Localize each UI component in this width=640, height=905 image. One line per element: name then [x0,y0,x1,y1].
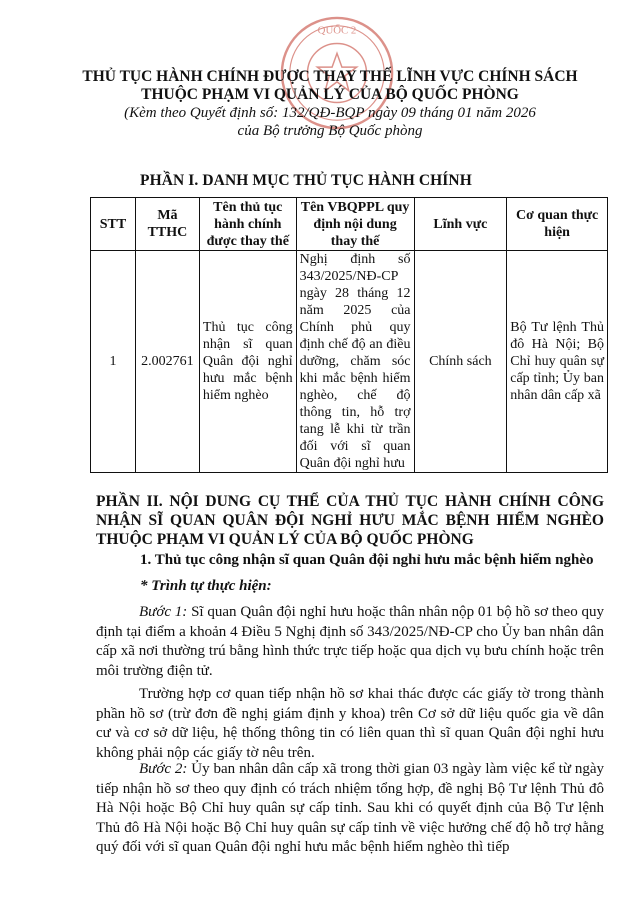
table-row [91,251,608,473]
procedure-table [90,197,608,473]
document-title-line1: THỦ TỤC HÀNH CHÍNH ĐƯỢC THAY THẾ LĨNH VỰC CHÍNH SÁCH [82,68,578,85]
document-title-line2: THUỘC PHẠM VI QUẢN LÝ CỦA BỘ QUỐC PHÒNG [141,86,519,103]
col-header-field: Lĩnh vực [414,198,507,251]
sequence-label: * Trình tự thực hiện: [140,578,272,594]
step1-text: Sĩ quan Quân đội nghỉ hưu hoặc thân nhân nộp 01 bộ hồ sơ theo quy định tại điểm a khoản 4 Điều 5 Nghị định số 343/2025/NĐ-CP cho Ủy ban nhân dân cấp xã nơi thường trú bằng hình thức trực tiếp hoặc qua dịch vụ bưu chính hoặc trên môi trường điện tử. [96,604,604,679]
cell-code: 2.002761 [135,251,199,473]
step2-label: Bước 2: [139,761,188,777]
col-header-stt: STT [91,198,136,251]
cell-field: Chính sách [414,251,507,473]
step2-text: Ủy ban nhân dân cấp xã trong thời gian 03 ngày làm việc kể từ ngày tiếp nhận hồ sơ theo quy định có trách nhiệm tổng hợp, đề nghị Bộ Tư lệnh Thủ đô Hà Nội hoặc Bộ Chỉ huy quân sự cấp tỉnh. Sau khi có quyết định của Bộ Tư lệnh Thủ đô Hà Nội hoặc Bộ Chỉ huy quân sự cấp tỉnh về việc hưởng chế độ hỗ trợ hằng quý đối với sĩ quan Quân đội nghỉ hưu mắc bệnh hiểm nghèo thì tiếp [96,761,604,855]
col-header-agency: Cơ quan thực hiện [507,198,608,251]
col-header-legal-document: Tên VBQPPL quy định nội dung thay thế [296,198,414,251]
cell-legal-document: Nghị định số 343/2025/NĐ-CP ngày 28 tháng 12 năm 2025 của Chính phủ quy định chế độ an điều dưỡng, chăm sóc khi mắc bệnh hiểm nghèo, chế độ thông tin, hỗ trợ tang lễ khi từ trần đối với sĩ quan Quân đội nghỉ hưu [296,251,414,473]
seal-text: QUỐC 2 [317,24,357,37]
step2-paragraph [96,760,604,858]
part1-heading: PHẦN I. DANH MỤC THỦ TỤC HÀNH CHÍNH [140,172,472,189]
col-header-code: Mã TTHC [135,198,199,251]
document-subtitle-line1: (Kèm theo Quyết định số: 132/QĐ-BQP ngày 09 tháng 01 năm 2026 [124,105,536,121]
step1-label: Bước 1: [139,604,188,620]
paragraph-2: Trường hợp cơ quan tiếp nhận hồ sơ khai thác được các giấy tờ trong thành phần hồ sơ (trừ đơn đề nghị giám định y khoa) trên Cơ sở dữ liệu quốc gia về dân cư và cơ sở dữ liệu, hệ thống thông tin có liên quan thì sĩ quan Quân đội nghỉ hưu không phải nộp các giấy tờ nêu trên. [96,686,604,761]
cell-agency: Bộ Tư lệnh Thủ đô Hà Nội; Bộ Chỉ huy quân sự cấp tỉnh; Ủy ban nhân dân cấp xã [507,251,608,473]
table-header-row [91,198,608,251]
document-subtitle-line2: của Bộ trưởng Bộ Quốc phòng [237,123,423,139]
col-header-procedure-name: Tên thủ tục hành chính được thay thế [199,198,296,251]
part2-heading: PHẦN II. NỘI DUNG CỤ THỂ CỦA THỦ TỤC HÀNH CHÍNH CÔNG NHẬN SĨ QUAN QUÂN ĐỘI NGHỈ HƯU MẮC BỆNH HIỂM NGHÈO THUỘC PHẠM VI QUẢN LÝ CỦA BỘ QUỐC PHÒNG [96,493,604,548]
cell-stt: 1 [91,251,136,473]
step1-paragraph [96,603,604,681]
section1-title: 1. Thủ tục công nhận sĩ quan Quân đội nghỉ hưu mắc bệnh hiểm nghèo [140,552,594,568]
cell-procedure-name: Thủ tục công nhận sĩ quan Quân đội nghỉ hưu mắc bệnh hiểm nghèo [199,251,296,473]
